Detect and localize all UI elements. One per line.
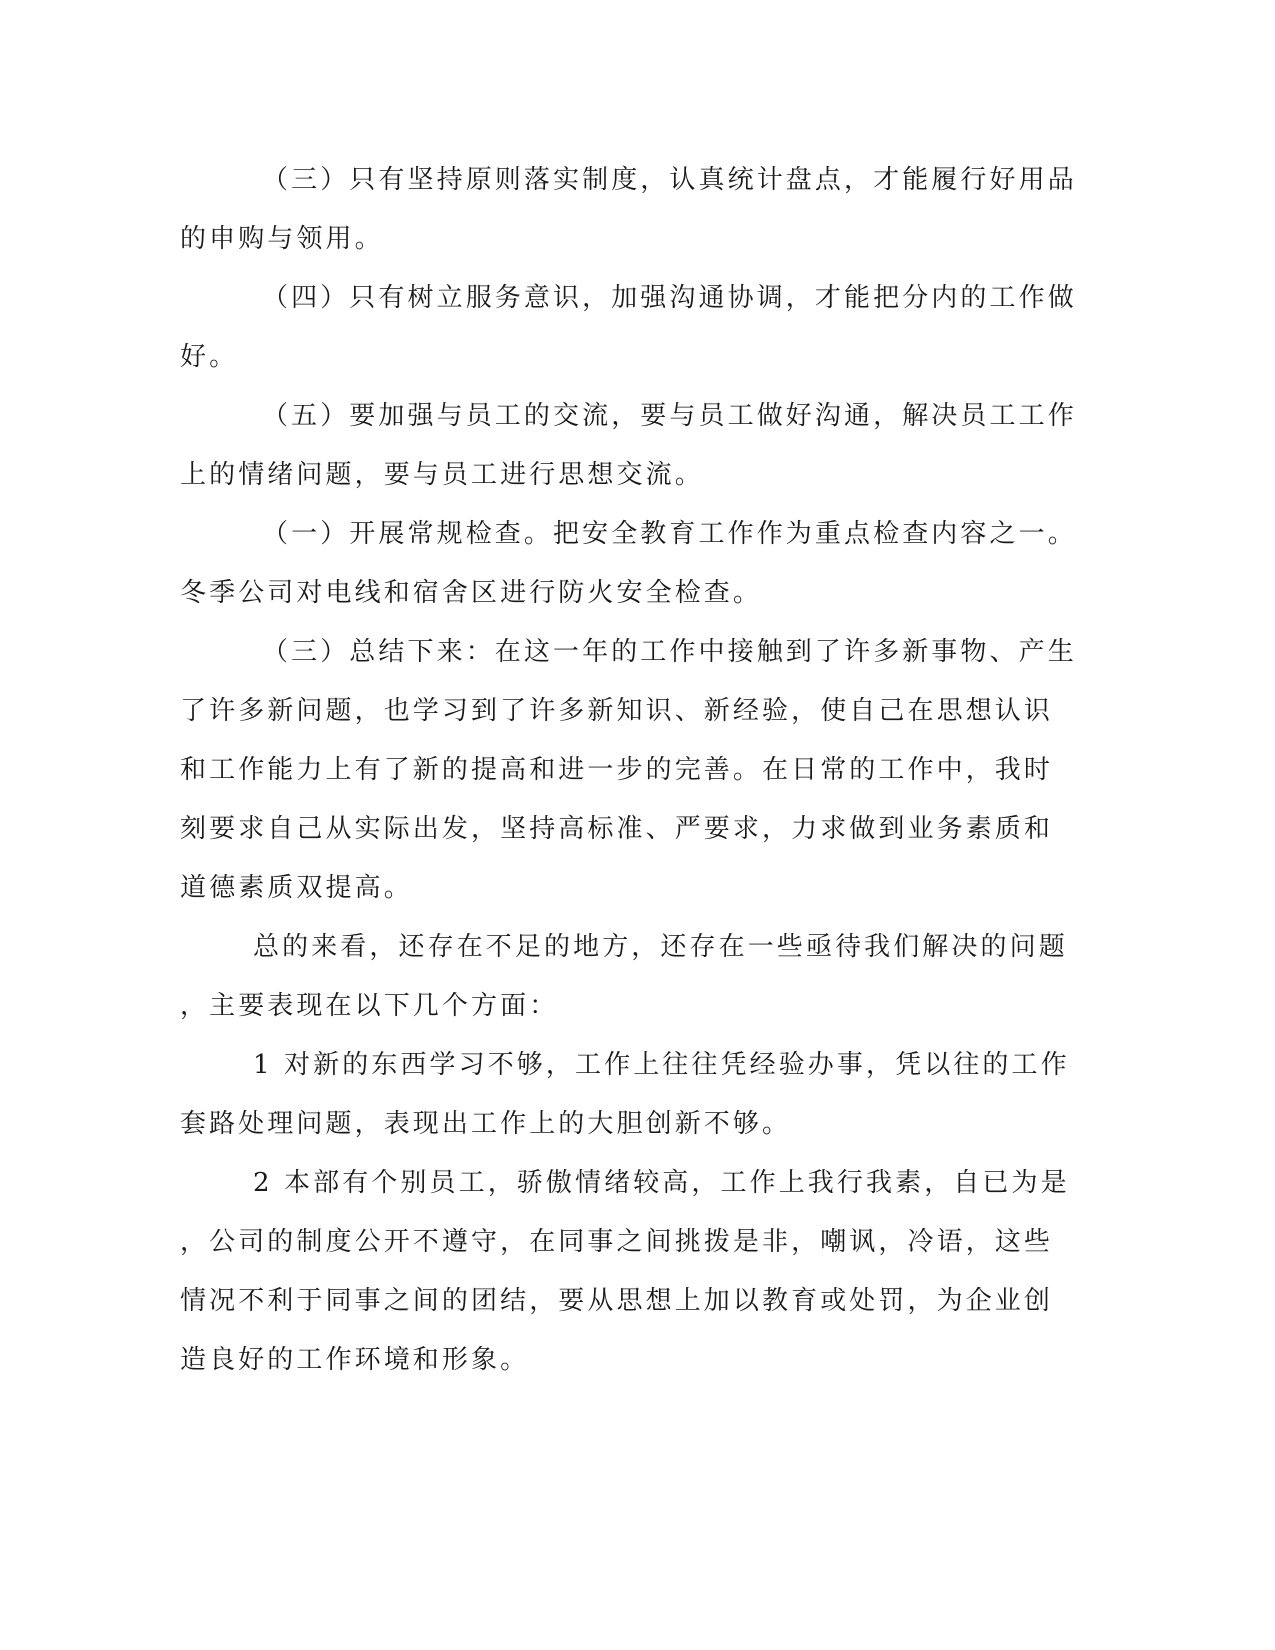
paragraph-6-line-2: ，主要表现在以下几个方面： xyxy=(180,991,559,1021)
paragraph-8-line-4: 造良好的工作环境和形象。 xyxy=(180,1345,530,1375)
paragraph-8-line-1: 2 本部有个别员工，骄傲情绪较高，工作上我行我素，自已为是 xyxy=(253,1168,1070,1198)
paragraph-3-line-1: （五）要加强与员工的交流，要与员工做好沟通，解决员工工作 xyxy=(262,401,1077,431)
paragraph-6-line-1: 总的来看，还存在不足的地方，还存在一些亟待我们解决的问题 xyxy=(253,932,1068,962)
paragraph-2-line-1: （四）只有树立服务意识，加强沟通协调，才能把分内的工作做 xyxy=(262,283,1077,313)
paragraph-3-line-2: 上的情绪问题，要与员工进行思想交流。 xyxy=(180,460,704,490)
paragraph-4-line-1: （一）开展常规检查。把安全教育工作作为重点检查内容之一。 xyxy=(262,519,1077,549)
paragraph-1-line-2: 的申购与领用。 xyxy=(180,224,384,254)
paragraph-7-line-2: 套路处理问题，表现出工作上的大胆创新不够。 xyxy=(180,1109,792,1139)
paragraph-5-line-1: （三）总结下来：在这一年的工作中接触到了许多新事物、产生 xyxy=(262,637,1077,667)
paragraph-2-line-2: 好。 xyxy=(180,342,239,372)
paragraph-5-line-5: 道德素质双提高。 xyxy=(180,873,413,903)
paragraph-8-line-2: ，公司的制度公开不遵守，在同事之间挑拨是非，嘲讽，冷语，这些 xyxy=(180,1227,1054,1257)
paragraph-4-line-2: 冬季公司对电线和宿舍区进行防火安全检查。 xyxy=(180,578,763,608)
paragraph-5-line-3: 和工作能力上有了新的提高和进一步的完善。在日常的工作中，我时 xyxy=(180,755,1054,785)
paragraph-5-line-4: 刻要求自己从实际出发，坚持高标准、严要求，力求做到业务素质和 xyxy=(180,814,1054,844)
paragraph-1-line-1: （三）只有坚持原则落实制度，认真统计盘点，才能履行好用品 xyxy=(262,165,1077,195)
paragraph-5-line-2: 了许多新问题，也学习到了许多新知识、新经验，使自己在思想认识 xyxy=(180,696,1054,726)
paragraph-7-line-1: 1 对新的东西学习不够，工作上往往凭经验办事，凭以往的工作 xyxy=(253,1050,1070,1080)
paragraph-8-line-3: 情况不利于同事之间的团结，要从思想上加以教育或处罚，为企业创 xyxy=(180,1286,1054,1316)
